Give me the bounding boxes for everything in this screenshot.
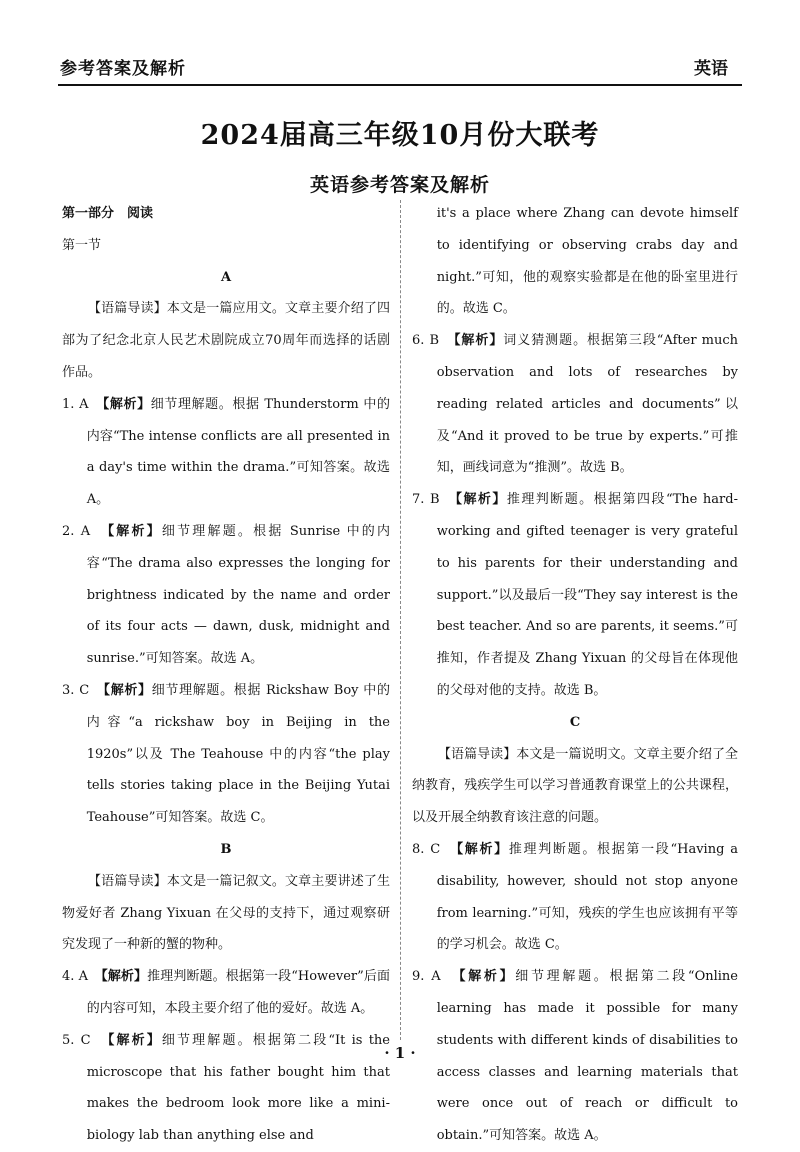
q7-number: 7. B [412,492,440,508]
q8-text: 推理判断题。根据第一段“Having a disability, however, should not stop anyone from learning.”可知，残疾的学生也应该拥有平等的学习机会。故选 C。 [436,841,738,953]
q5-tag: 【解析】 [107,1032,162,1048]
q7-text: 推理判断题。根据第四段“The hard-working and gifted teenager is very grateful to his parents for their understanding and support.”以及最后一段“They say interest is the best teacher. And so are parents, it seems.”可推知，作者提及 Zhang Yixuan 的父母旨在体现他的父母对他的支持。故选 B。 [436,492,738,698]
column-divider [400,200,401,1040]
page-number: · 1 · [384,1044,416,1062]
answer-q5-continued: it's a place where Zhang can devote himself to identifying or observing crabs day and night.”可知，他的观察实验都是在他的卧室里进行的。故选 C。 [436,206,738,317]
passage-b-label: B [220,841,232,857]
passage-c-guide: 【语篇导读】本文是一篇说明文。文章主要介绍了全纳教育，残疾学生可以学习普通教育课堂上的公共课程，以及开展全纳教育该注意的问题。 [412,746,738,826]
q6-tag: 【解析】 [453,333,504,349]
q8-number: 8. C [412,841,441,857]
answer-q2 [62,516,390,675]
q7-tag: 【解析】 [455,492,507,508]
q1-tag: 【解析】 [102,396,151,412]
answer-q1 [62,389,390,516]
section-heading: 第一节 [62,237,102,253]
passage-b-guide: 【语篇导读】本文是一篇记叙文。文章主要讲述了生物爱好者 Zhang Yixuan 在父母的支持下，通过观察研究发现了一种新的蟹的物种。 [62,873,390,953]
q2-text: 细节理解题。根据 Sunrise 中的内容“The drama also expresses the longing for brightness indicated by the name and order of its four acts — dawn, dusk, midnight and sunrise.”可知答案。故选 A。 [86,523,390,667]
header-left: 参考答案及解析 [60,59,186,79]
passage-c-label: C [569,714,581,730]
answer-q4 [62,961,390,1025]
page-subtitle: 英语参考答案及解析 [309,174,490,196]
q3-number: 3. C [62,682,90,698]
q1-text: 细节理解题。根据 Thunderstorm 中的内容“The intense conflicts are all presented in a day's time within the drama.”可知答案。故选 A。 [86,396,390,508]
right-column [412,198,738,1152]
q6-text: 词义猜测题。根据第三段“After much observation and lots of researches by reading related articles and documents”以及“And it proved to be true by experts.”可推知，画线词意为“推测”。故选 B。 [436,333,738,476]
header-rule [58,84,742,86]
q8-tag: 【解析】 [456,841,509,857]
q9-tag: 【解析】 [459,969,516,985]
passage-a-guide: 【语篇导读】本文是一篇应用文。文章主要介绍了四部为了纪念北京人民艺术剧院成立70周年而选择的话剧作品。 [62,301,390,380]
answer-q6 [412,325,738,484]
q3-text: 细节理解题。根据 Rickshaw Boy 中的内容“a rickshaw boy in Beijing in the 1920s”以及 The Teahouse 中的内容“the play tells stories taking place in the Beijing Yutai Teahouse”可知答案。故选 C。 [86,682,390,826]
q5-text: 细节理解题。根据第二段“It is the microscope that his father bought him that makes the bedroom look more like a mini-biology lab than anything else and [86,1032,390,1144]
answer-q8 [412,834,738,961]
q4-number: 4. A [62,969,89,985]
passage-a-label: A [220,269,232,285]
answer-q7 [412,484,738,707]
q4-text: 推理判断题。根据第一段“However”后面的内容可知，本段主要介绍了他的爱好。故选 A。 [86,969,390,1016]
part-heading: 第一部分 阅读 [62,206,154,221]
q1-number: 1. A [62,396,89,412]
q6-number: 6. B [412,333,440,349]
left-column [62,198,390,1152]
q5-number: 5. C [62,1032,91,1048]
q3-tag: 【解析】 [103,682,152,698]
page-title: 2024届高三年级10月份大联考 [200,120,600,151]
q4-tag: 【解析】 [101,969,148,985]
q2-number: 2. A [62,523,91,539]
q9-text: 细节理解题。根据第二段“Online learning has made it possible for many students with different kinds of disabilities to access classes and learning materials that were once out of reach or difficult to obtain.”可知答案。故选 A。 [436,969,738,1144]
answer-q3 [62,675,390,834]
header-right: 英语 [694,59,728,79]
q9-number: 9. A [412,969,441,985]
q2-tag: 【解析】 [107,523,162,539]
